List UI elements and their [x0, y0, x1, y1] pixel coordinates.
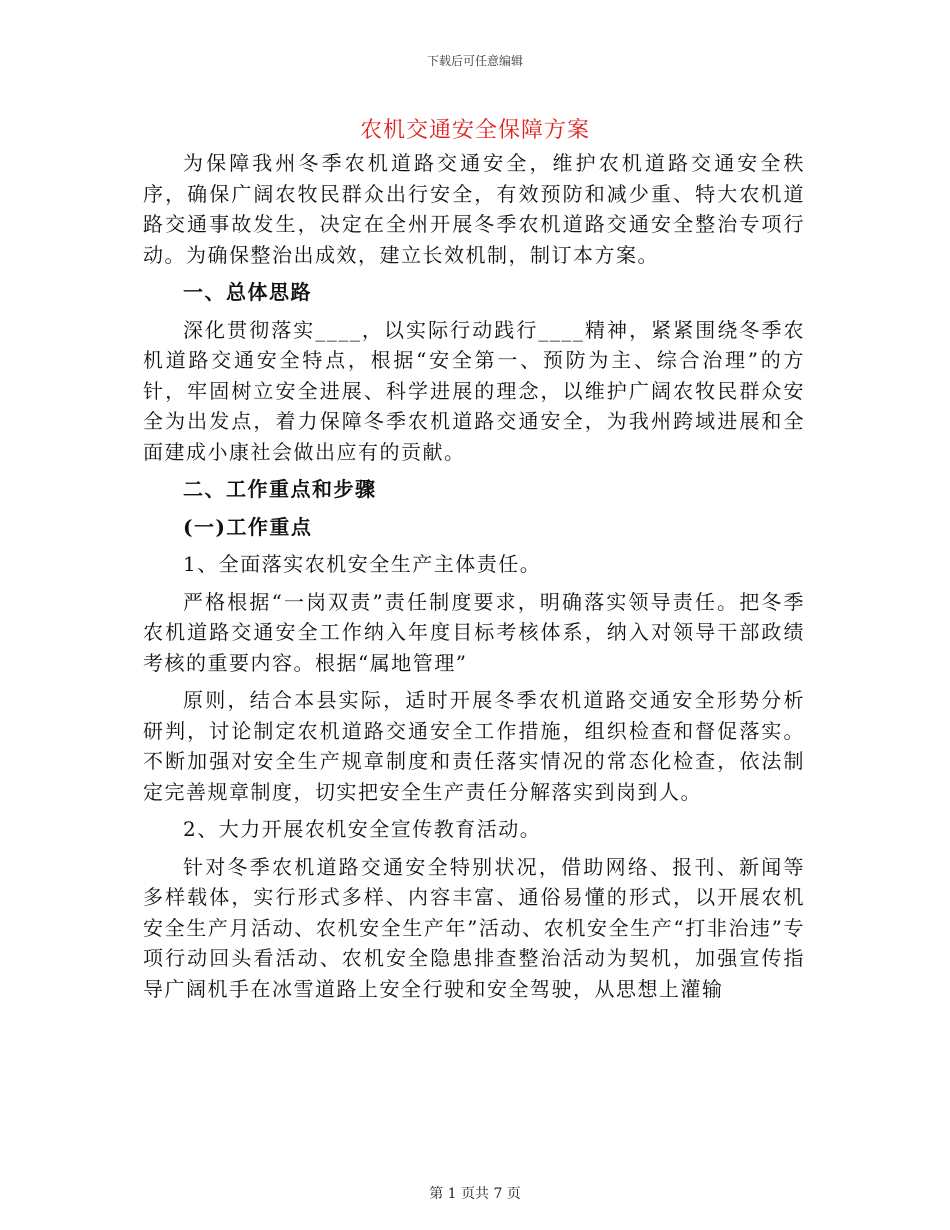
document-title: 农机交通安全保障方案 [359, 118, 590, 143]
document-body [143, 148, 805, 1011]
body-paragraph: 原则，结合本县实际，适时开展冬季农机道路交通安全形势分析研判，讨论制定农机道路交通安全工作措施，组织检查和督促落实。不断加强对安全生产规章制度和责任落实情况的常态化检查，依法制定完善规章制度，切实把安全生产责任分解落实到岗到人。 [143, 688, 805, 804]
subsection-heading-work-focus: (一)工作重点 [183, 514, 313, 539]
section-heading-overall-approach: 一、总体思路 [183, 280, 312, 304]
body-paragraph: 针对冬季农机道路交通安全特别状况，借助网络、报刊、新闻等多样载体，实行形式多样、内容丰富、通俗易懂的形式，以开展农机安全生产月活动、农机安全生产年”活动、农机安全生产“打非治违”专项行动回头看活动、农机安全隐患排查整治活动为契机，加强宣传指导广阔机手在冰雪道路上安全行驶和安全驾驶，从思想上灌输 [143, 854, 805, 1001]
body-paragraph: 严格根据“一岗双责”责任制度要求，明确落实领导责任。把冬季农机道路交通安全工作纳入年度目标考核体系，纳入对领导干部政绩考核的重要内容。根据“属地管理” [143, 589, 805, 675]
body-paragraph: 深化贯彻落实____，以实际行动践行____精神，紧紧围绕冬季农机道路交通安全特点，根据“安全第一、预防为主、综合治理”的方针，牢固树立安全进展、科学进展的理念，以维护广阔农牧民群众安全为出发点，着力保障冬季农机道路交通安全，为我州跨域进展和全面建成小康社会做出应有的贡献。 [143, 317, 805, 464]
section-heading-work-focus-steps: 二、工作重点和步骤 [183, 477, 377, 501]
numbered-item-2: 2、大力开展农机安全宣传教育活动。 [183, 817, 542, 841]
page-footer: 第 1 页共 7 页 [429, 1186, 521, 1202]
intro-paragraph: 为保障我州冬季农机道路交通安全，维护农机道路交通安全秩序，确保广阔农牧民群众出行安全，有效预防和减少重、特大农机道路交通事故发生，决定在全州开展冬季农机道路交通安全整治专项行动。为确保整治出成效，建立长效机制，制订本方案。 [143, 151, 805, 267]
page-header: 下载后可任意编辑 [426, 54, 523, 68]
numbered-item-1: 1、全面落实农机安全生产主体责任。 [183, 552, 542, 576]
